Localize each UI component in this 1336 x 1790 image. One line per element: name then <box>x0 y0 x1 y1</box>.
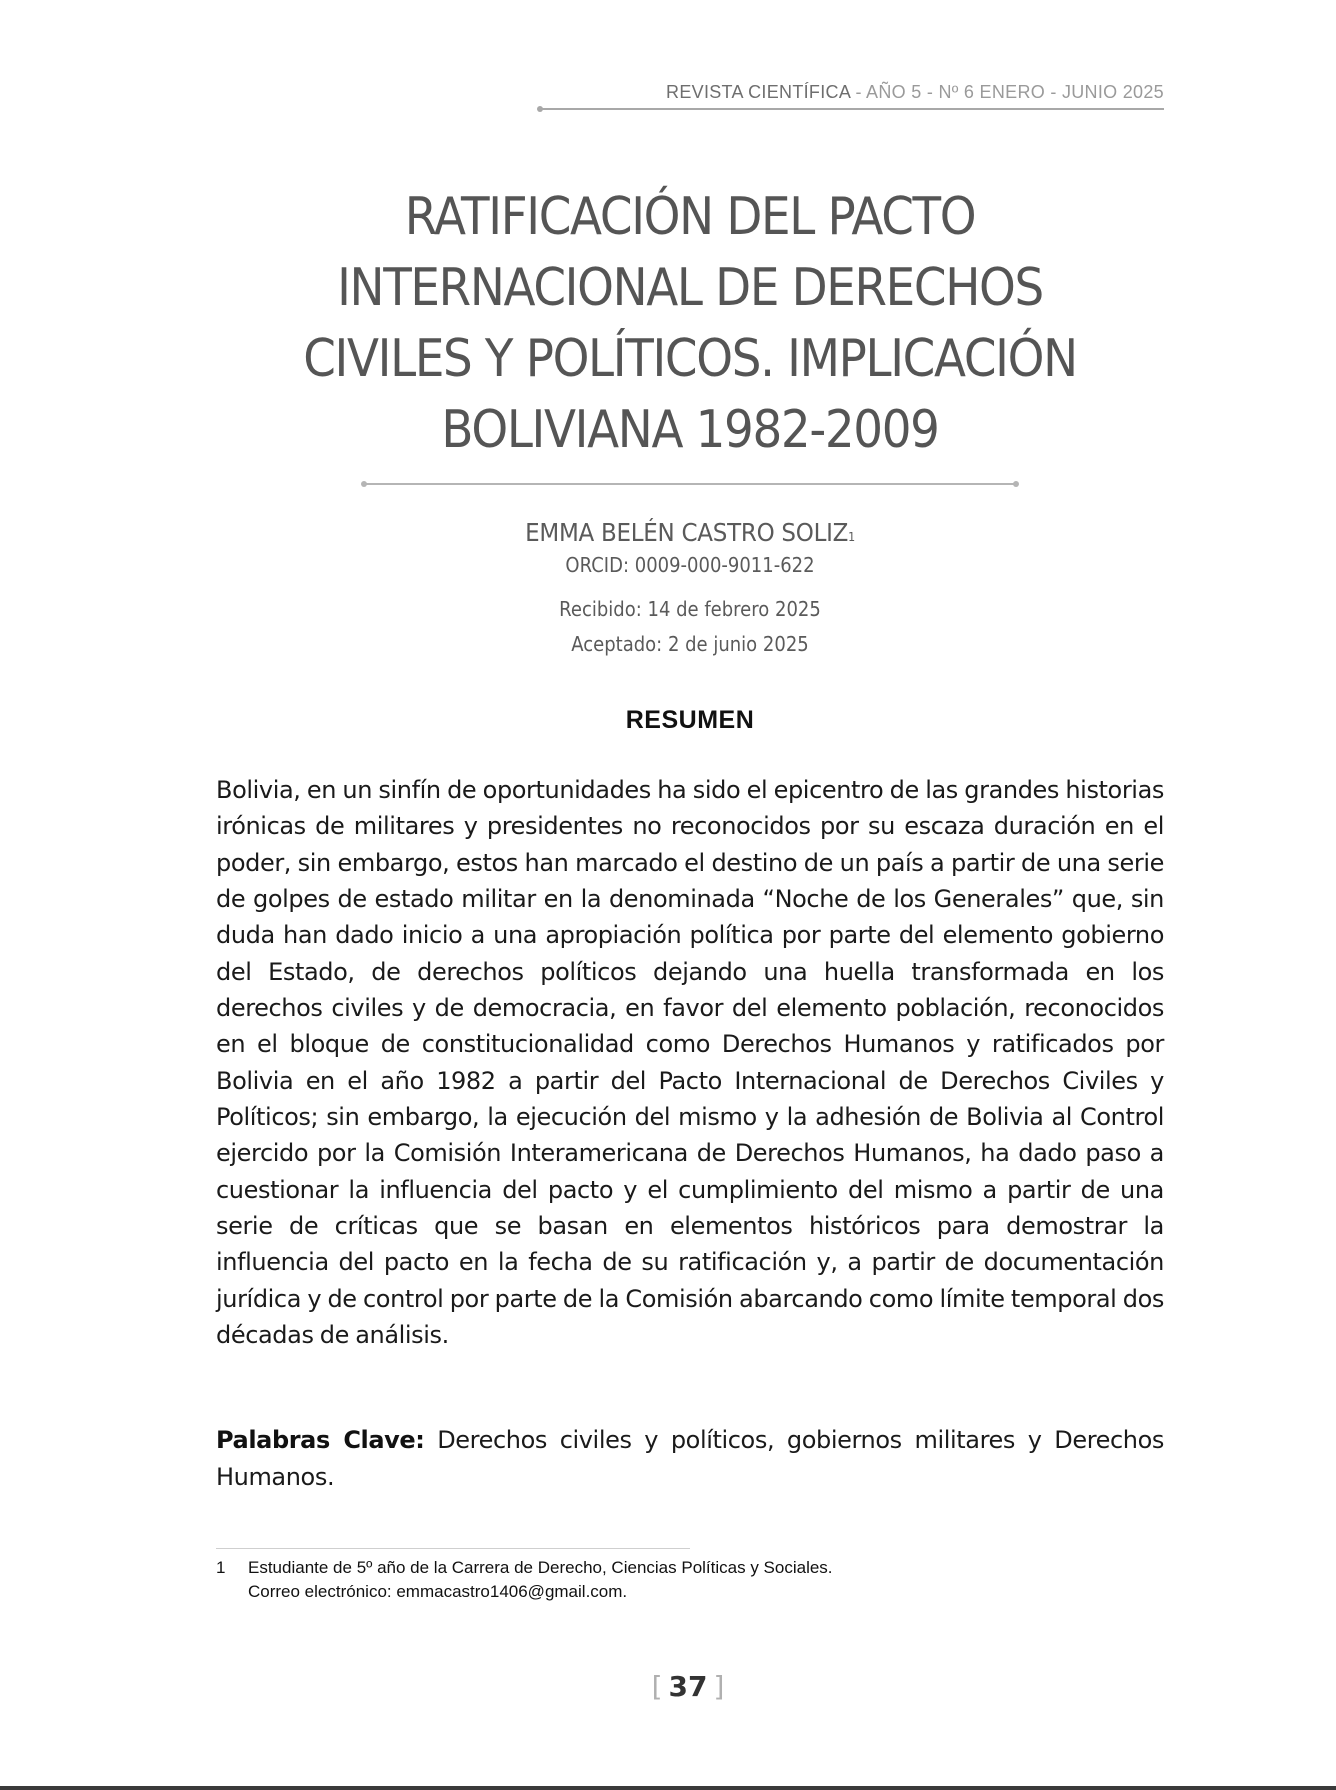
keywords-label: Palabras Clave: <box>216 1426 425 1454</box>
title-line: RATIFICACIÓN DEL PACTO <box>404 187 976 247</box>
footnote <box>216 1556 1116 1604</box>
page-number-open-bracket: [ <box>651 1670 663 1703</box>
journal-name: REVISTA CIENTÍFICA <box>666 82 851 102</box>
journal-issue: - AÑO 5 - Nº 6 ENERO - JUNIO 2025 <box>850 82 1164 102</box>
page-number-close-bracket: ] <box>713 1670 725 1703</box>
article-title <box>249 182 1131 466</box>
keywords-text: Derechos civiles y políticos, gobiernos militares y Derechos Humanos. <box>216 1426 1164 1491</box>
abstract-text: Bolivia, en un sinfín de oportunidades ha sido el epicentro de las grandes historias irónicas de militares y presidentes no reconocidos por su escaza duración en el poder, sin embargo, estos han marcado el destino de un país a partir de una serie de golpes de estado militar en la denominada “Noche de los Generales” que, sin duda han dado inicio a una apropiación política por parte del elemento gobierno del Estado, de derechos políticos dejando una huella transformada en los derechos civiles y de democracia, en favor del elemento población, reconocidos en el bloque de constitucionalidad como Derechos Humanos y ratificados por Bolivia en el año 1982 a partir del Pacto Internacional de Derechos Civiles y Políticos; sin embargo, la ejecución del mismo y la adhesión de Bolivia al Control ejercido por la Comisión Interamericana de Derechos Humanos, ha dado paso a cuestionar la influencia del pacto y el cumplimiento del mismo a partir de una serie de críticas que se basan en elementos históricos para demostrar la influencia del pacto en la fecha de su ratificación y, a partir de documentación jurídica y de control por parte de la Comisión abarcando como límite temporal dos décadas de análisis. <box>216 776 1164 1350</box>
accepted-date: Aceptado: 2 de junio 2025 <box>571 632 809 656</box>
author-name: EMMA BELÉN CASTRO SOLIZ <box>525 518 849 547</box>
footnote-text: Estudiante de 5º año de la Carrera de Derecho, Ciencias Políticas y Sociales. <box>248 1558 833 1577</box>
title-line: BOLIVIANA 1982-2009 <box>441 400 939 460</box>
footnote-rule <box>216 1548 690 1549</box>
title-line: INTERNACIONAL DE DERECHOS <box>337 258 1043 318</box>
running-header <box>666 82 1164 103</box>
author-footnote-mark[interactable]: 1 <box>848 530 855 544</box>
page-number <box>568 1670 808 1703</box>
abstract-heading: RESUMEN <box>625 706 755 734</box>
footnote-number: 1 <box>216 1558 226 1577</box>
article-dates <box>330 592 1050 662</box>
author-block <box>290 516 1090 662</box>
author-orcid: ORCID: 0009-000-9011-622 <box>565 553 815 577</box>
page-bottom-edge <box>0 1786 1336 1790</box>
footnote-line-1 <box>216 1556 1116 1580</box>
author-name-line <box>322 516 1058 550</box>
title-line: CIVILES Y POLÍTICOS. IMPLICACIÓN <box>303 329 1077 389</box>
header-rule <box>540 108 1164 110</box>
footnote-email[interactable]: Correo electrónico: emmacastro1406@gmail.com. <box>248 1582 628 1601</box>
title-rule <box>364 483 1016 485</box>
keywords <box>216 1422 1164 1496</box>
page-number-value: 37 <box>668 1670 708 1703</box>
received-date: Recibido: 14 de febrero 2025 <box>559 597 821 621</box>
